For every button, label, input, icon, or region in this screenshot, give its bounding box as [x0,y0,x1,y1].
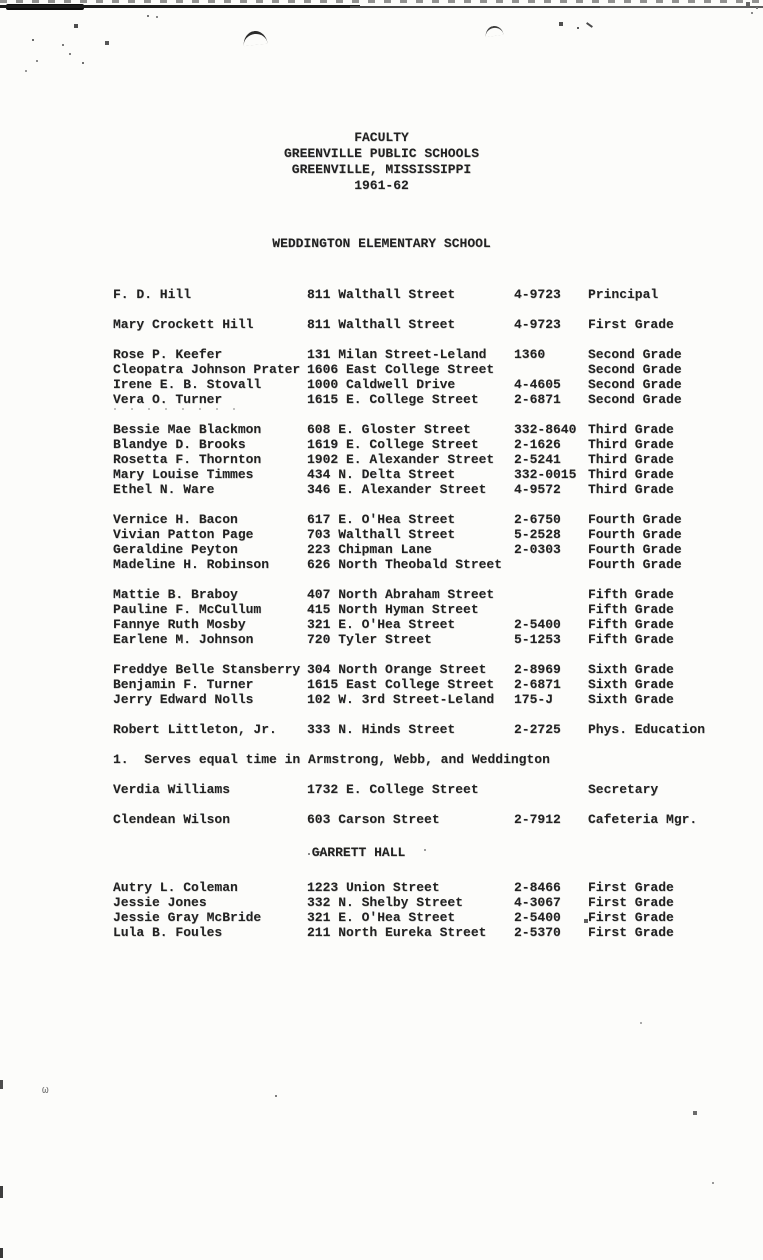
cell-position: Fourth Grade [588,527,682,542]
cell-position: Sixth Grade [588,662,674,677]
cell-phone: 2-5370 [514,925,561,940]
cell-address: 434 N. Delta Street [307,467,456,482]
table-row [113,512,753,527]
row-group [113,287,753,302]
row-group [113,422,753,497]
cell-phone: 2-8969 [514,662,561,677]
cell-phone: 4-9723 [514,287,561,302]
cell-position: Sixth Grade [588,692,674,707]
table-row [113,482,753,497]
cell-address: 1619 E. College Street [307,437,479,452]
cell-position: Fifth Grade [588,587,674,602]
cell-name: Clendean Wilson [113,812,231,827]
table-row [113,692,753,707]
document-header [0,0,763,194]
cell-address: 608 E. Gloster Street [307,422,471,437]
cell-position: Third Grade [588,437,674,452]
cell-position: First Grade [588,880,674,895]
cell-phone: 4-9723 [514,317,561,332]
cell-position: Fourth Grade [588,512,682,527]
cell-name: Pauline F. McCullum [113,602,262,617]
cell-name: Bessie Mae Blackmon [113,422,262,437]
section-title: GARRETT HALL [311,845,406,860]
cell-position: First Grade [588,317,674,332]
cell-position: Secretary [588,782,659,797]
cell-position: Sixth Grade [588,677,674,692]
cell-phone: 2-6750 [514,512,561,527]
cell-name: Blandye D. Brooks [113,437,246,452]
cell-name: Benjamin F. Turner [113,677,254,692]
cell-name: Rose P. Keefer [113,347,223,362]
cell-phone: 2-5400 [514,910,561,925]
cell-position: Third Grade [588,467,674,482]
cell-name: Rosetta F. Thornton [113,452,262,467]
row-group [113,317,753,332]
section-weddington [0,236,763,827]
cell-phone [514,602,588,617]
cell-position: Phys. Education [588,722,706,737]
cell-phone [514,362,588,377]
cell-address: 626 North Theobald Street [307,557,503,572]
cell-phone: 2-0303 [514,542,561,557]
table-row [113,782,753,797]
cell-position: Second Grade [588,347,682,362]
cell-phone: 4-4605 [514,377,561,392]
cell-phone: 5-1253 [514,632,561,647]
table-row [113,362,753,377]
cell-phone: 332-8640 [514,422,577,437]
table-row [113,317,753,332]
row-group [113,812,753,827]
cell-address: 1902 E. Alexander Street [307,452,495,467]
table-row [113,880,753,895]
cell-phone [514,557,588,572]
cell-position: Fourth Grade [588,542,682,557]
cell-position: Second Grade [588,392,682,407]
section-garrett-hall [0,845,763,940]
edge-tick-mark [0,1248,3,1258]
cell-position: First Grade [588,895,674,910]
table-row [113,557,753,572]
cell-phone: 5-2528 [514,527,561,542]
section-rows [113,880,753,940]
cell-position: Second Grade [588,362,682,377]
table-row [113,392,753,407]
cell-position: Third Grade [588,452,674,467]
cell-phone: 2-1626 [514,437,561,452]
row-group [113,782,753,797]
cell-name: Mary Louise Timmes [113,467,254,482]
cell-name: Jessie Gray McBride [113,910,262,925]
cell-phone [514,587,588,602]
row-group [113,722,753,737]
cell-name: Mary Crockett Hill [113,317,254,332]
cell-phone: 2-7912 [514,812,561,827]
cell-position: Principal [588,287,659,302]
cell-address: 321 E. O'Hea Street [307,617,456,632]
cell-phone: 2-8466 [514,880,561,895]
cell-address: 346 E. Alexander Street [307,482,487,497]
cell-address: 1615 East College Street [307,677,495,692]
cell-address: 1606 East College Street [307,362,495,377]
section-rows [113,287,753,827]
table-row [113,910,753,925]
cell-name: Earlene M. Johnson [113,632,254,647]
cell-phone: 2-5400 [514,617,561,632]
doc-title: FACULTY [354,130,409,145]
cell-position: Third Grade [588,422,674,437]
table-row [113,422,753,437]
table-row [113,677,753,692]
cell-address: 321 E. O'Hea Street [307,910,456,925]
cell-address: 407 North Abraham Street [307,587,495,602]
cell-address: 1615 E. College Street [307,392,479,407]
cell-name: Verdia Williams [113,782,231,797]
cell-position: Second Grade [588,377,682,392]
cell-name: Geraldine Peyton [113,542,238,557]
cell-position: Fourth Grade [588,557,682,572]
cell-address: 720 Tyler Street [307,632,432,647]
cell-position: Fifth Grade [588,617,674,632]
cell-phone: 332-0015 [514,467,577,482]
cell-address: 1732 E. College Street [307,782,479,797]
edge-tick-mark [0,1186,3,1198]
cell-address: 333 N. Hinds Street [307,722,456,737]
row-group [113,662,753,707]
doc-location: GREENVILLE, MISSISSIPPI [291,162,472,177]
cell-position: First Grade [588,910,674,925]
table-row [113,812,753,827]
table-row [113,925,753,940]
cell-position: Cafeteria Mgr. [588,812,698,827]
table-row [113,437,753,452]
cell-address: 703 Walthall Street [307,527,456,542]
cell-name: Mattie B. Braboy [113,587,238,602]
section-title-wrap [0,845,763,860]
cell-phone: 2-2725 [514,722,561,737]
cell-name: Lula B. Foules [113,925,223,940]
cell-name: Irene E. B. Stovall [113,377,262,392]
table-row [113,602,753,617]
cell-address: 1223 Union Street [307,880,440,895]
edge-tick-mark [0,1080,3,1089]
cell-name: Autry L. Coleman [113,880,238,895]
cell-name: Cleopatra Johnson Prater [113,362,301,377]
cell-address: 211 North Eureka Street [307,925,487,940]
cell-address: 415 North Hyman Street [307,602,479,617]
cell-position: Third Grade [588,482,674,497]
cell-name: Vivian Patton Page [113,527,254,542]
table-row [113,895,753,910]
cell-position: Fifth Grade [588,632,674,647]
cell-name: Fannye Ruth Mosby [113,617,246,632]
row-group [113,347,753,407]
cell-address: 223 Chipman Lane [307,542,432,557]
cell-address: 1000 Caldwell Drive [307,377,456,392]
row-group [113,880,753,940]
table-row [113,542,753,557]
cell-address: 811 Walthall Street [307,317,456,332]
section-title-wrap [0,236,763,251]
table-row [113,452,753,467]
table-row [113,662,753,677]
cell-name: Robert Littleton, Jr. [113,722,277,737]
footnote: 1. Serves equal time in Armstrong, Webb, and Weddington [113,752,550,767]
cell-name: Ethel N. Ware [113,482,215,497]
cell-name: F. D. Hill [113,287,192,302]
table-row [113,617,753,632]
cell-address: 332 N. Shelby Street [307,895,464,910]
table-row [113,632,753,647]
doc-school-year: 1961-62 [354,178,409,193]
faculty-sections [0,236,763,940]
table-row [113,587,753,602]
table-row [113,467,753,482]
row-group [113,512,753,572]
cell-address: 304 North Orange Street [307,662,487,677]
doc-organization: GREENVILLE PUBLIC SCHOOLS [283,146,480,161]
cell-phone: 1360 [514,347,546,362]
cell-name: Vera O. Turner [113,392,223,407]
cell-name: Madeline H. Robinson [113,557,270,572]
cell-name: Jessie Jones [113,895,207,910]
cell-address: 603 Carson Street [307,812,440,827]
cell-name: Vernice H. Bacon [113,512,238,527]
cell-phone: 175-J [514,692,554,707]
cell-phone: 2-6871 [514,677,561,692]
cell-position: First Grade [588,925,674,940]
cell-phone: 4-3067 [514,895,561,910]
cell-name: Jerry Edward Nolls [113,692,254,707]
cell-phone: 2-5241 [514,452,561,467]
row-group [113,587,753,647]
cell-address: 131 Milan Street-Leland [307,347,487,362]
cell-phone [514,782,588,797]
stray-squiggle-mark: ω [42,1085,49,1097]
table-row [113,722,753,737]
table-row [113,527,753,542]
cell-address: 617 E. O'Hea Street [307,512,456,527]
cell-position: Fifth Grade [588,602,674,617]
cell-address: 102 W. 3rd Street-Leland [307,692,495,707]
table-row [113,287,753,302]
table-row [113,347,753,362]
section-title: WEDDINGTON ELEMENTARY SCHOOL [272,236,491,251]
cell-phone: 2-6871 [514,392,561,407]
cell-name: Freddye Belle Stansberry [113,662,301,677]
cell-address: 811 Walthall Street [307,287,456,302]
cell-phone: 4-9572 [514,482,561,497]
table-row [113,377,753,392]
